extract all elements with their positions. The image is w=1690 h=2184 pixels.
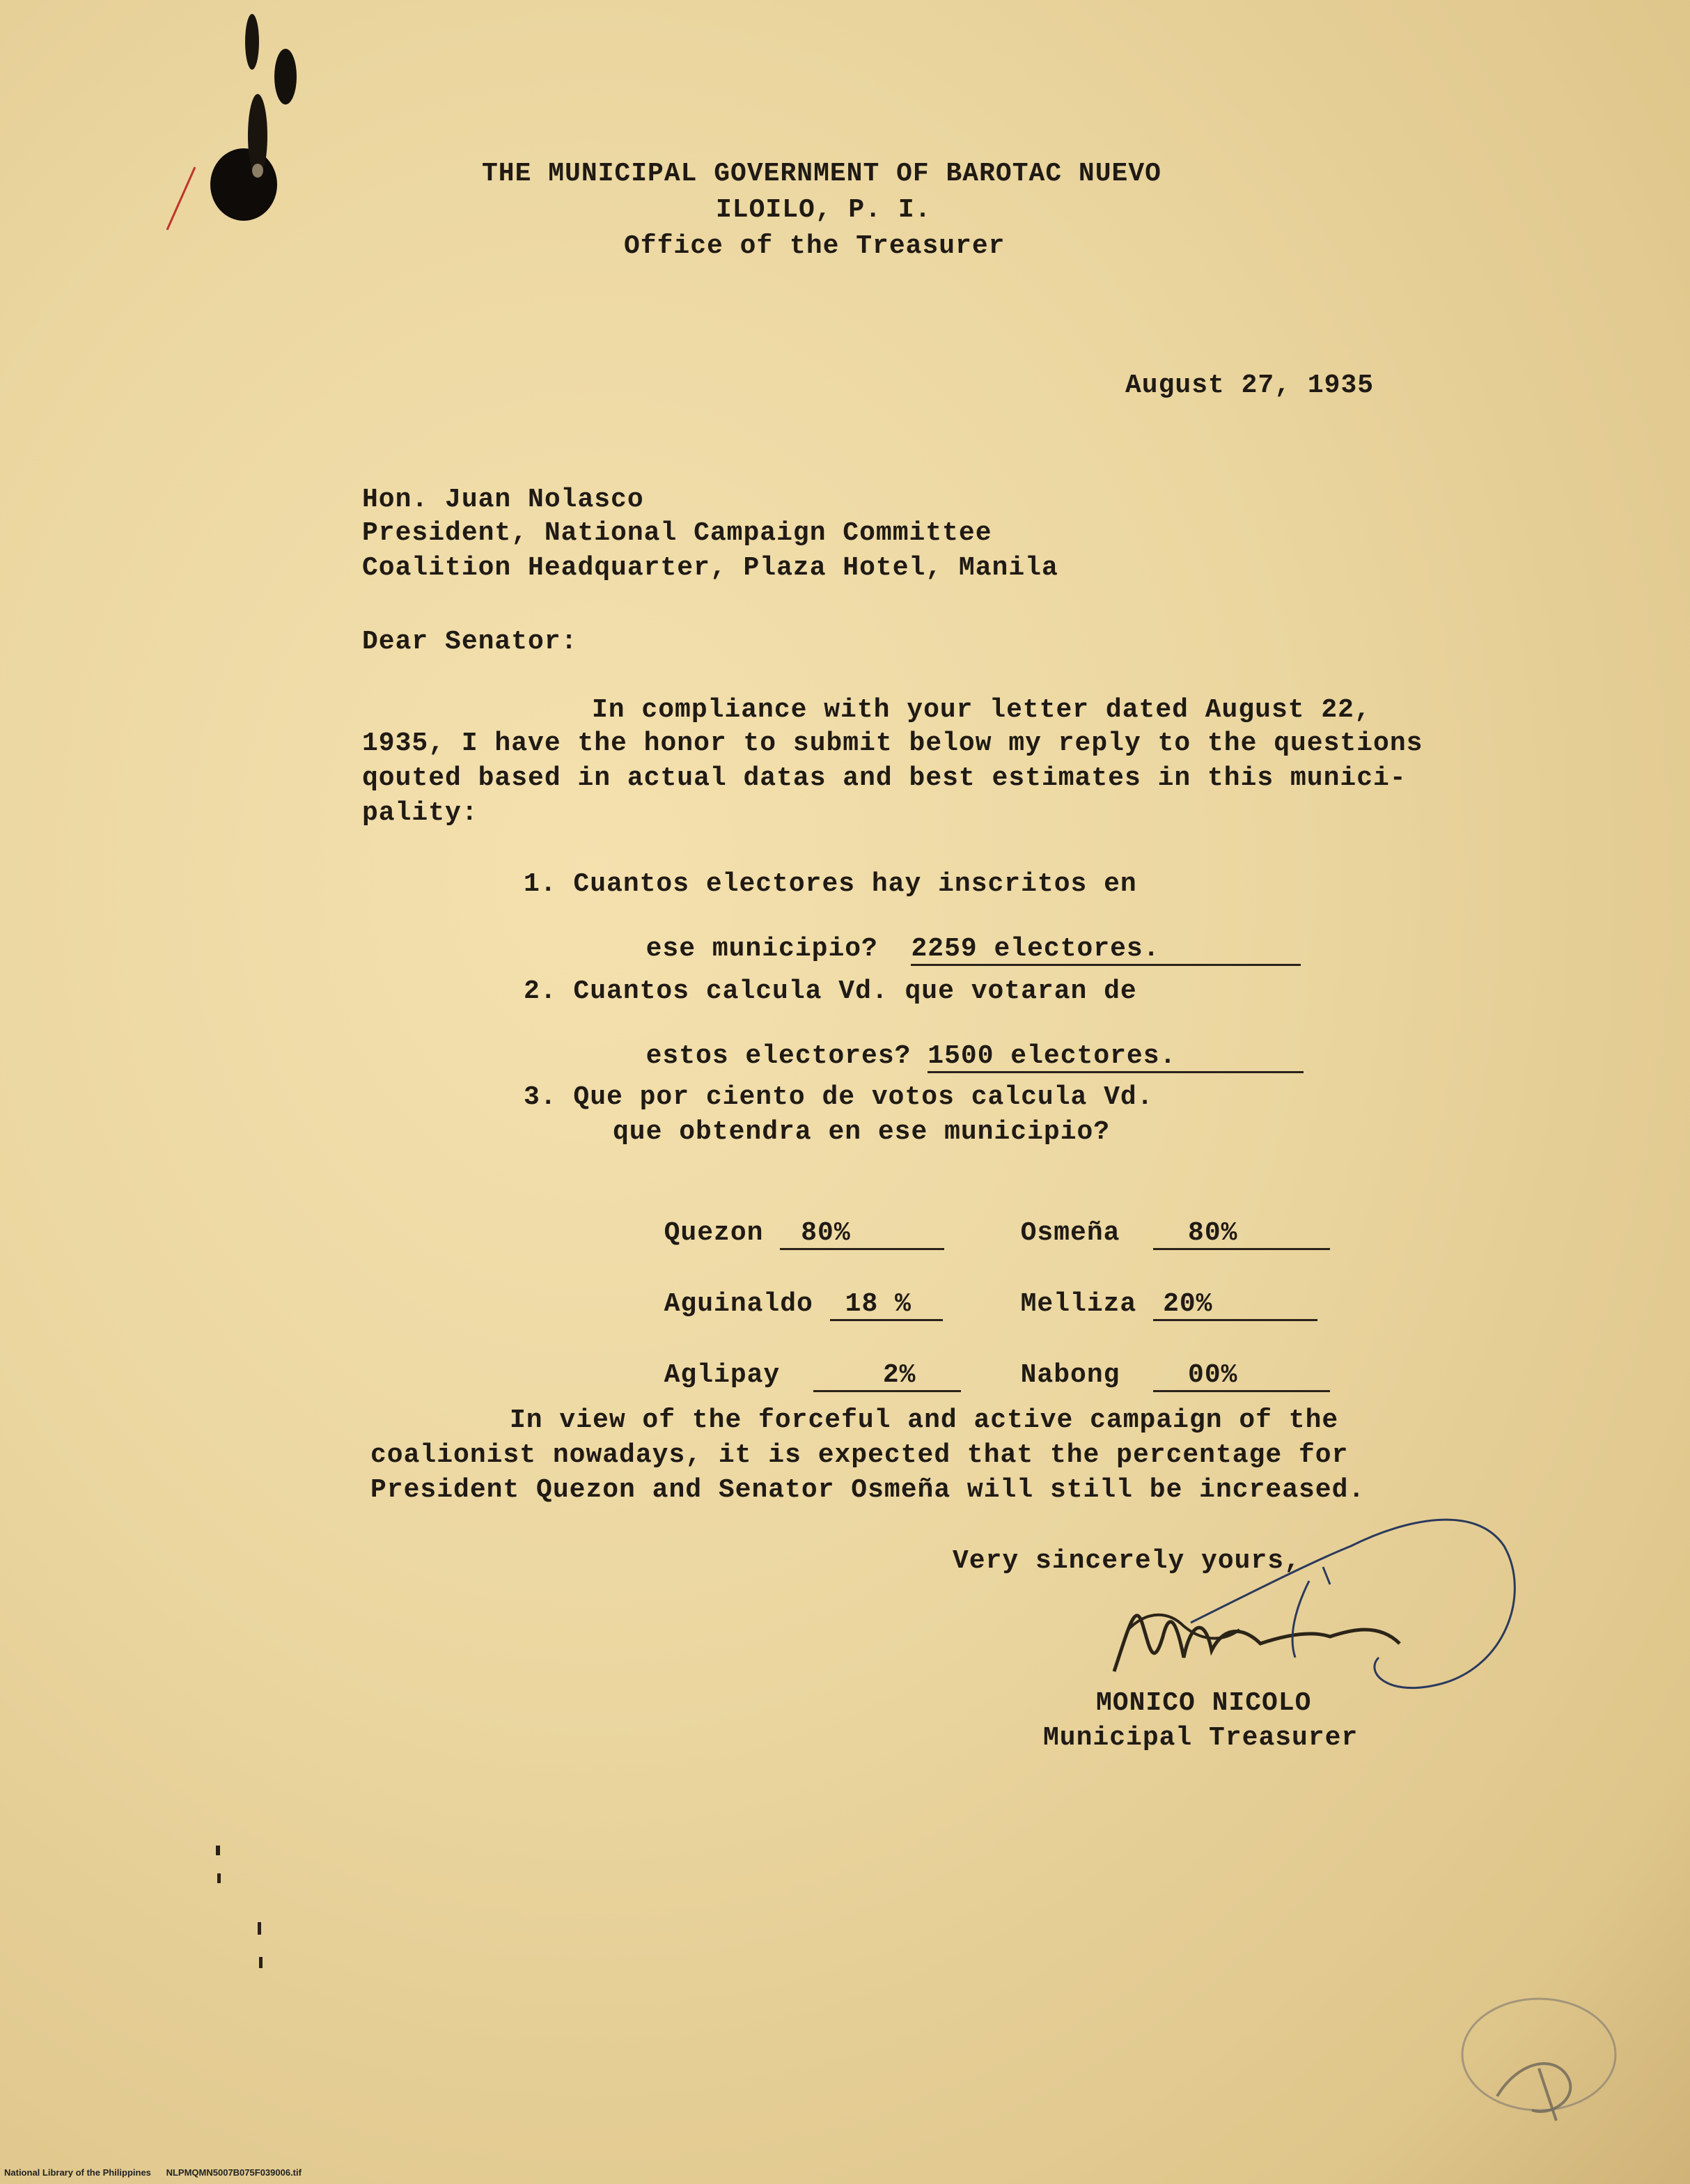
intro-line-4: pality: <box>362 798 478 828</box>
letterhead-line-1: THE MUNICIPAL GOVERNMENT OF BAROTAC NUEVO <box>482 159 1161 189</box>
margin-marks <box>209 1839 272 1992</box>
percent-quezon: 80% <box>780 1218 944 1250</box>
pencil-annotation <box>1434 1978 1629 2145</box>
percent-row-3-left <box>631 1330 961 1392</box>
percent-row-1-right <box>987 1188 1330 1250</box>
question-2-prompt: estos electores? <box>646 1041 911 1071</box>
question-3-line-2: que obtendra en ese municipio? <box>613 1117 1111 1147</box>
closing-line-3: President Quezon and Senator Osmeña will still be increased. <box>370 1475 1366 1505</box>
archive-file: NLPMQMN5007B075F039006.tif <box>166 2167 302 2178</box>
candidate-quezon: Quezon <box>664 1218 764 1248</box>
question-1-line-2 <box>613 904 1301 966</box>
candidate-aguinaldo: Aguinaldo <box>664 1289 813 1319</box>
candidate-melliza: Melliza <box>1020 1289 1137 1319</box>
closing-line-2: coalionist nowadays, it is expected that the percentage for <box>370 1440 1349 1470</box>
closing-line-1: In view of the forceful and active campaign of the <box>510 1405 1339 1435</box>
percent-osmena: 80% <box>1153 1218 1330 1250</box>
question-2-line-1: 2. Cuantos calcula Vd. que votaran de <box>524 976 1137 1006</box>
signer-name: MONICO NICOLO <box>1096 1688 1312 1718</box>
question-1-prompt: ese municipio? <box>646 934 878 964</box>
recipient-title: President, National Campaign Committee <box>362 518 992 548</box>
archive-name: National Library of the Philippines <box>4 2167 151 2178</box>
archive-footer <box>4 2167 302 2178</box>
question-3-line-1: 3. Que por ciento de votos calcula Vd. <box>524 1082 1154 1112</box>
signer-title: Municipal Treasurer <box>1043 1723 1359 1753</box>
question-2-line-2 <box>613 1011 1304 1073</box>
candidate-aglipay: Aglipay <box>664 1360 781 1390</box>
percent-aglipay: 2% <box>813 1360 961 1392</box>
candidate-osmena: Osmeña <box>1020 1218 1120 1248</box>
letterhead-line-2: ILOILO, P. I. <box>716 195 932 225</box>
intro-line-2: 1935, I have the honor to submit below my reply to the questions <box>362 728 1423 758</box>
percent-melliza: 20% <box>1153 1289 1317 1321</box>
percent-row-2-right <box>987 1259 1317 1321</box>
intro-line-3: qouted based in actual datas and best estimates in this munici- <box>362 763 1407 793</box>
valediction: Very sincerely yours, <box>953 1546 1301 1576</box>
percent-row-3-right <box>987 1330 1330 1392</box>
handwritten-signature <box>1086 1462 1546 1713</box>
recipient-address: Coalition Headquarter, Plaza Hotel, Manila <box>362 553 1058 583</box>
percent-aguinaldo: 18 % <box>830 1289 943 1321</box>
letter-date: August 27, 1935 <box>1125 370 1375 400</box>
candidate-nabong: Nabong <box>1020 1360 1120 1390</box>
question-1-line-1: 1. Cuantos electores hay inscritos en <box>524 869 1137 899</box>
question-2-answer: 1500 electores. <box>928 1041 1304 1073</box>
percent-row-1-left <box>631 1188 944 1250</box>
percent-row-2-left <box>631 1259 943 1321</box>
percent-nabong: 00% <box>1153 1360 1330 1392</box>
question-1-answer: 2259 electores. <box>911 934 1301 966</box>
ink-stain <box>153 0 320 265</box>
letterhead-line-3: Office of the Treasurer <box>624 231 1006 261</box>
recipient-name: Hon. Juan Nolasco <box>362 485 644 515</box>
salutation: Dear Senator: <box>362 627 578 657</box>
intro-line-1: In compliance with your letter dated August 22, <box>592 695 1371 725</box>
